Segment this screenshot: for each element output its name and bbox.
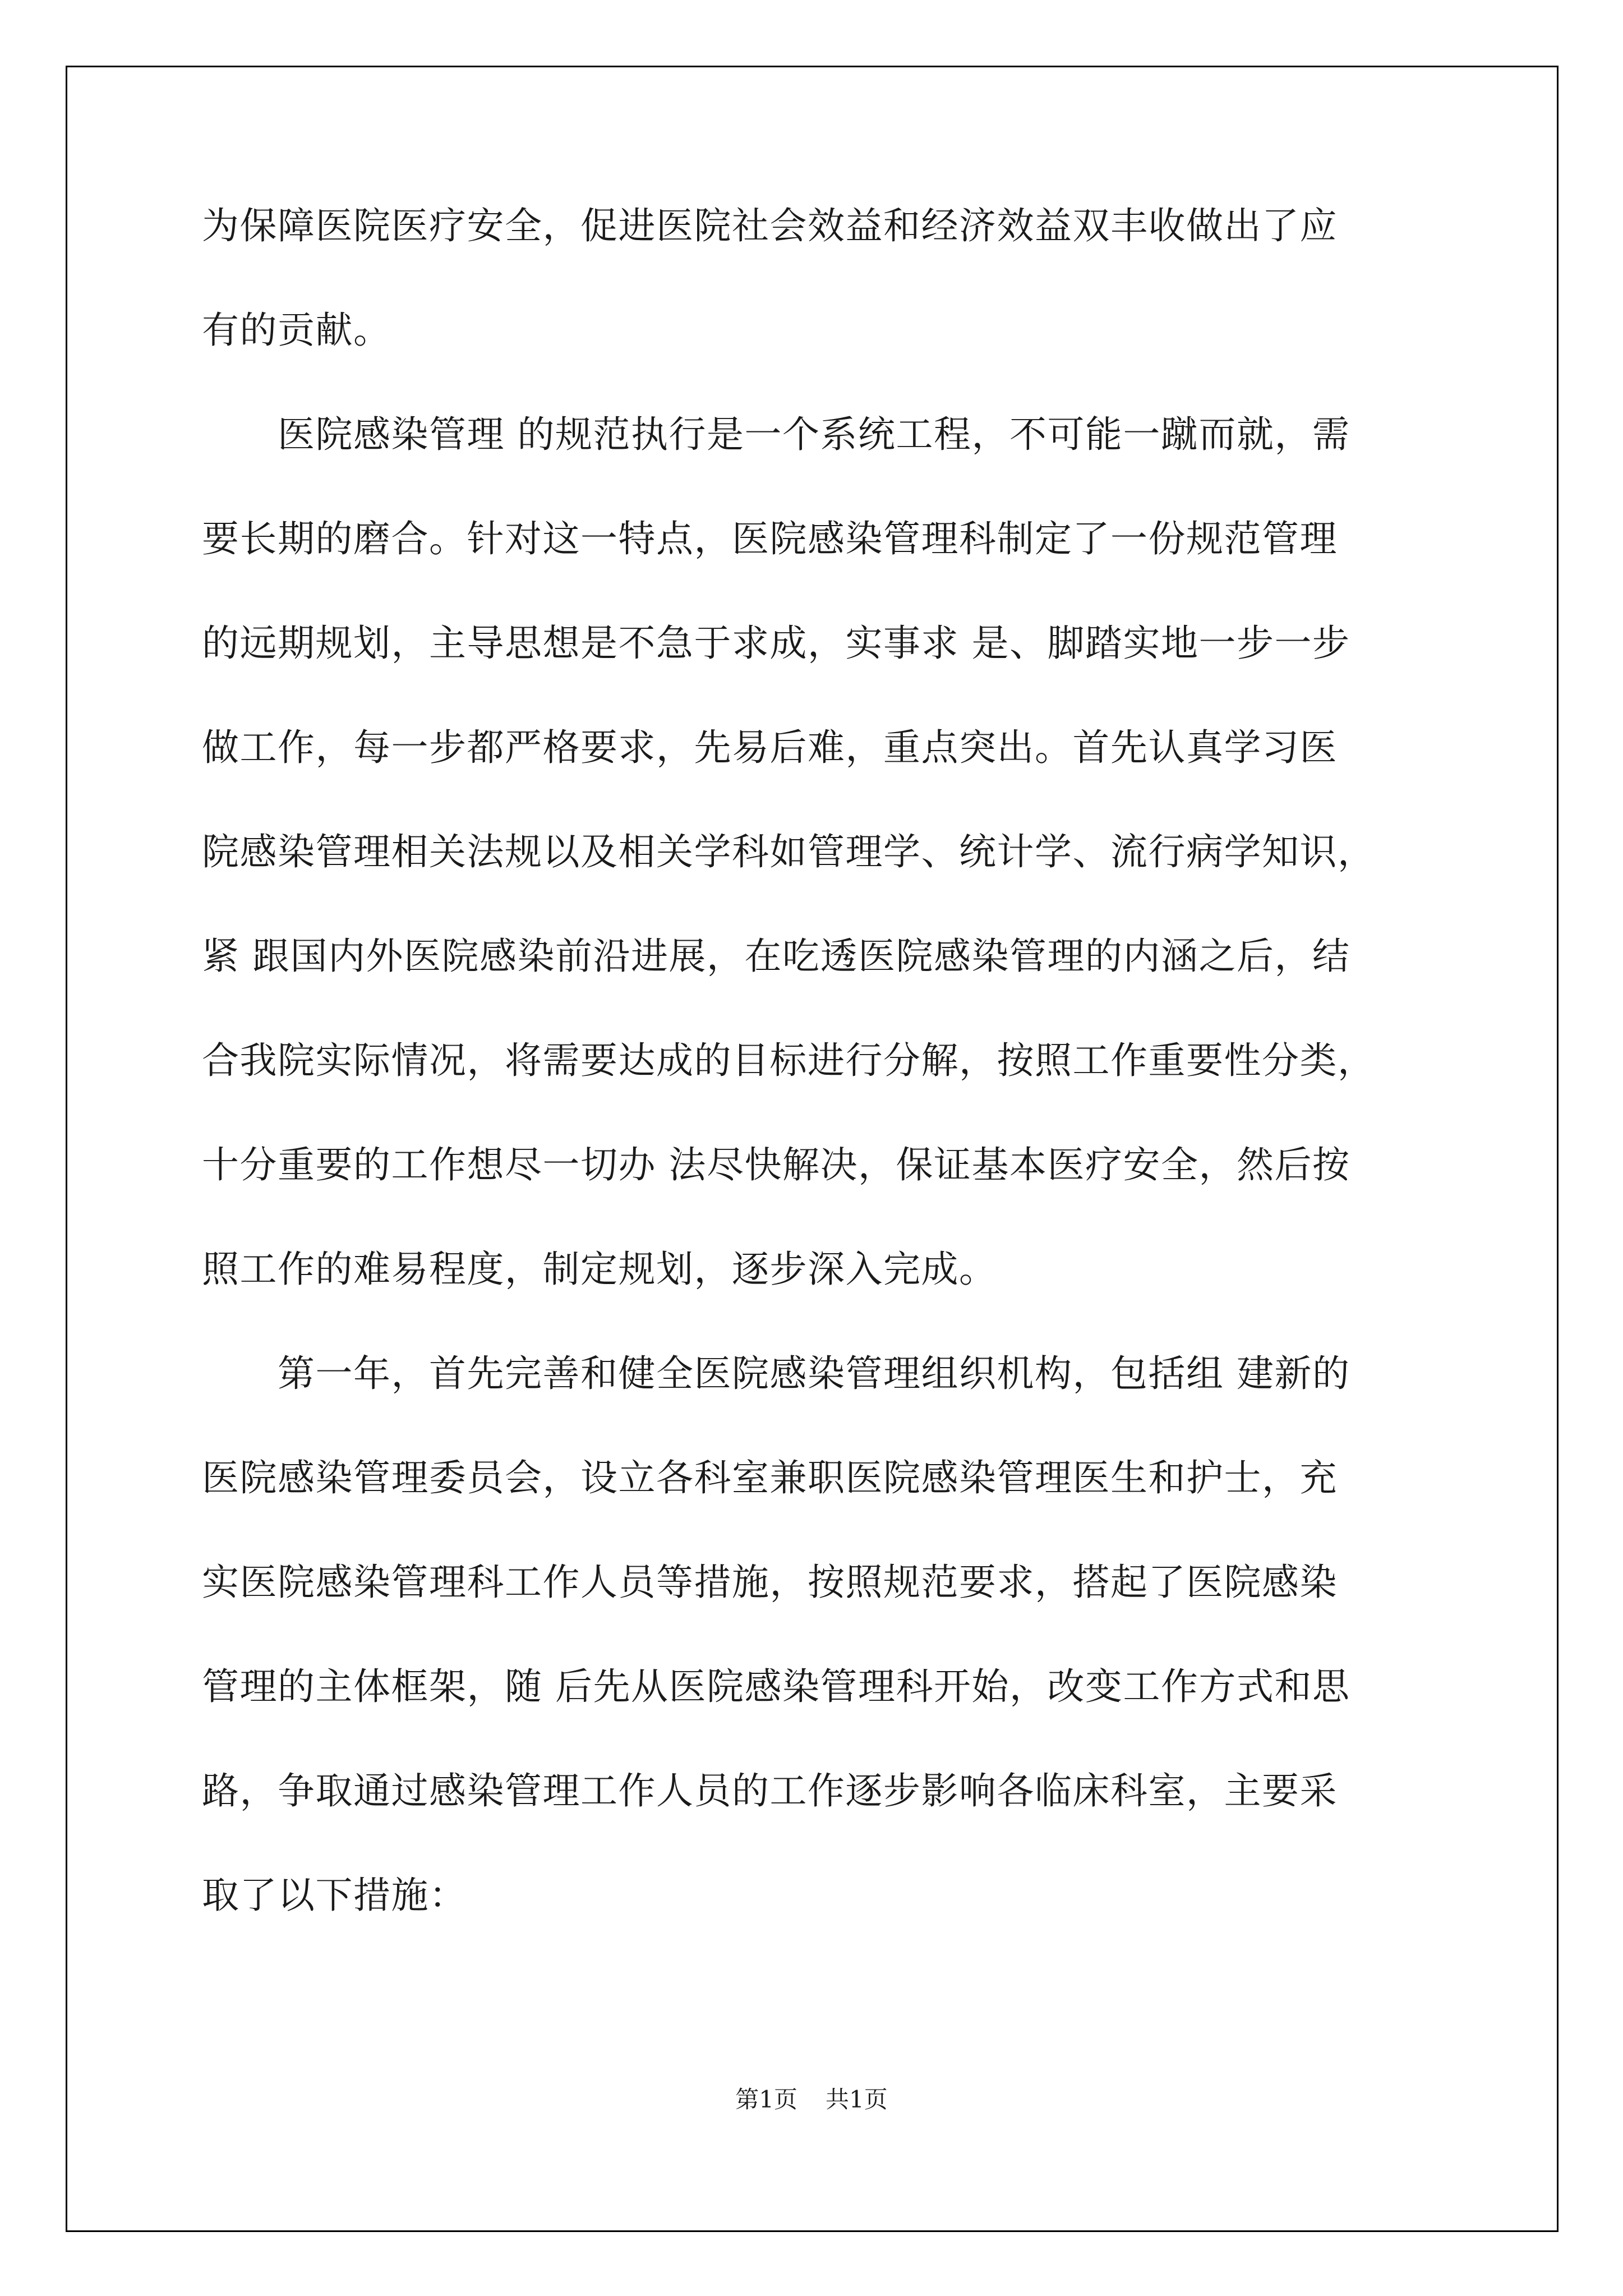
page-total: 共1页 xyxy=(826,2086,888,2113)
text-line: 院感染管理相关法规以及相关学科如管理学、统计学、流行病学知识， xyxy=(202,830,1376,873)
text-line: 为保障医院医疗安全，促进医院社会效益和经济效益双丰收做出了应 xyxy=(202,204,1338,247)
text-line: 十分重要的工作想尽一切办 法尽快解决，保证基本医疗安全，然后按 xyxy=(202,1143,1350,1186)
text-line: 做工作，每一步都严格要求，先易后难，重点突出。首先认真学习医 xyxy=(202,726,1338,769)
document-body xyxy=(202,204,1436,1981)
text-line: 医院感染管理委员会，设立各科室兼职医院感染管理医生和护士，充 xyxy=(202,1456,1338,1499)
text-line: 合我院实际情况，将需要达成的目标进行分解，按照工作重要性分类， xyxy=(202,1039,1376,1082)
text-line: 取了以下措施： xyxy=(202,1874,467,1917)
text-line: 要长期的磨合。针对这一特点，医院感染管理科制定了一份规范管理 xyxy=(202,517,1338,560)
text-line: 照工作的难易程度，制定规划，逐步深入完成。 xyxy=(202,1248,997,1291)
text-line: 医院感染管理 的规范执行是一个系统工程，不可能一蹴而就，需 xyxy=(202,413,1350,456)
text-line: 紧 跟国内外医院感染前沿进展，在吃透医院感染管理的内涵之后，结 xyxy=(202,935,1350,978)
text-line: 有的贡献。 xyxy=(202,309,391,352)
page-footer xyxy=(0,2088,1623,2111)
text-line: 路，争取通过感染管理工作人员的工作逐步影响各临床科室，主要采 xyxy=(202,1769,1338,1812)
text-line: 的远期规划，主导思想是不急于求成，实事求 是、脚踏实地一步一步 xyxy=(202,622,1350,665)
page-number: 第1页 xyxy=(735,2086,797,2113)
text-line: 实医院感染管理科工作人员等措施，按照规范要求，搭起了医院感染 xyxy=(202,1561,1338,1604)
text-line: 第一年，首先完善和健全医院感染管理组织机构，包括组 建新的 xyxy=(202,1352,1350,1395)
text-line: 管理的主体框架，随 后先从医院感染管理科开始，改变工作方式和思 xyxy=(202,1665,1350,1708)
